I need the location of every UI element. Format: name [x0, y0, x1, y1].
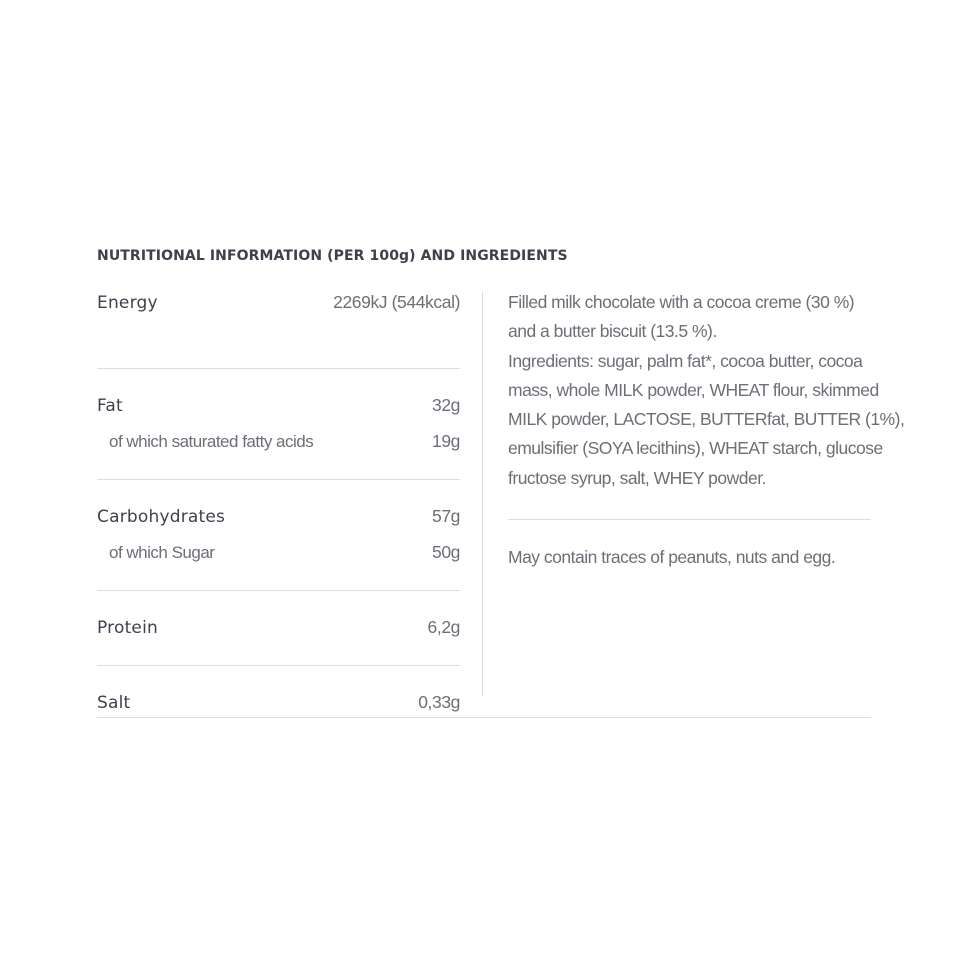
- carbohydrates-value: 57g: [432, 506, 460, 526]
- nutrition-row-sugar: [97, 527, 460, 563]
- ingredients-line: emulsifier (SOYA lecithins), WHEAT starch, glucose: [508, 438, 883, 459]
- sugar-label: of which Sugar: [109, 543, 215, 562]
- nutrition-row-protein: [97, 591, 460, 638]
- ingredients-line: mass, whole MILK powder, WHEAT flour, skimmed: [508, 379, 879, 400]
- nutrition-group-energy: [97, 292, 460, 369]
- nutrition-row-salt: [97, 666, 460, 713]
- nutrition-row-energy: [97, 292, 460, 313]
- nutrition-row-carbohydrates: [97, 480, 460, 527]
- salt-label: Salt: [97, 693, 131, 713]
- nutrition-table: [97, 292, 460, 726]
- bottom-divider: [97, 717, 871, 718]
- energy-value: 2269kJ (544kcal): [333, 292, 460, 312]
- section-heading: NUTRITIONAL INFORMATION (PER 100g) AND INGREDIENTS: [97, 248, 568, 264]
- protein-label: Protein: [97, 618, 158, 638]
- fat-value: 32g: [432, 395, 460, 415]
- saturated-fat-label: of which saturated fatty acids: [109, 432, 314, 451]
- nutrition-row-fat: [97, 369, 460, 416]
- column-divider: [482, 292, 483, 696]
- nutrition-ingredients-section: [97, 246, 905, 713]
- ingredients-line: fructose syrup, salt, WHEY powder.: [508, 467, 766, 488]
- ingredients-column: [508, 292, 905, 569]
- nutrition-row-saturated-fat: [97, 416, 460, 452]
- salt-value: 0,33g: [418, 692, 460, 712]
- protein-value: 6,2g: [427, 617, 460, 637]
- ingredients-line: MILK powder, LACTOSE, BUTTERfat, BUTTER (1%),: [508, 409, 905, 430]
- ingredients-line: and a butter biscuit (13.5 %).: [508, 321, 717, 342]
- nutrition-group-fat: [97, 369, 460, 480]
- energy-label: Energy: [97, 293, 158, 313]
- ingredients-text: [508, 288, 905, 493]
- allergen-note: May contain traces of peanuts, nuts and egg.: [508, 547, 836, 568]
- ingredients-line: Ingredients: sugar, palm fat*, cocoa butter, cocoa: [508, 350, 863, 371]
- saturated-fat-value: 19g: [432, 431, 460, 451]
- fat-label: Fat: [97, 396, 123, 416]
- nutrition-group-protein: [97, 591, 460, 666]
- sugar-value: 50g: [432, 542, 460, 562]
- ingredients-line: Filled milk chocolate with a cocoa creme (30 %): [508, 292, 855, 312]
- carbohydrates-label: Carbohydrates: [97, 507, 226, 527]
- ingredients-divider: [508, 519, 871, 520]
- nutrition-group-carbohydrates: [97, 480, 460, 591]
